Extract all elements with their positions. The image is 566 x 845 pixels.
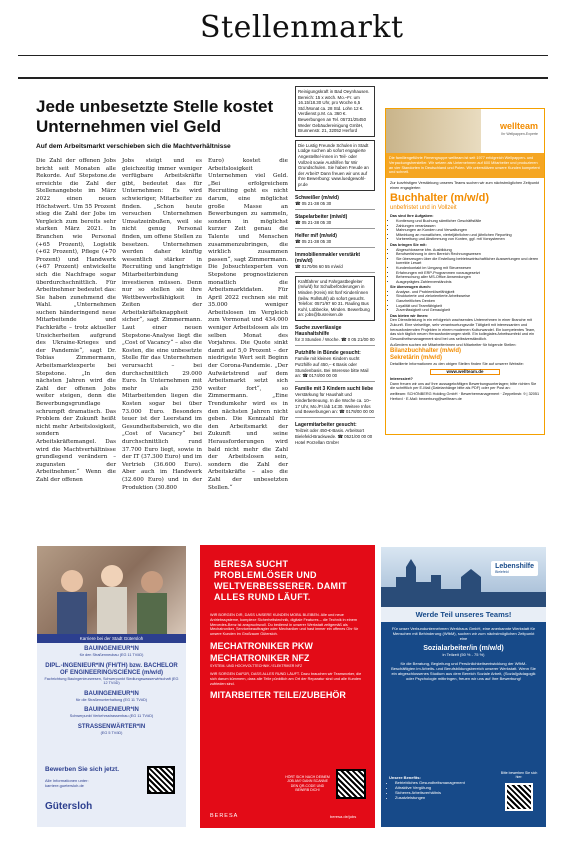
page-title: Stellenmarkt	[200, 10, 404, 45]
wellteam-address: wellteam: SCHÖNBERG Holding GmbH · Bewerbermanagement · Zeppelinstr. 9 | 32051 Herford · E-Mail: bewerbung@wellteam.de	[390, 391, 540, 401]
wellteam-tasks-heading: Das sind Ihre Aufgaben:	[390, 214, 434, 219]
guetersloh-logo	[45, 801, 92, 812]
wellteam-intro: Die familiengeführte Firmengruppe wellteam ist seit 1977 erfolgreich Wellpappen- und Verpackungshersteller. Wir setzen als Unternehmen auf 600 Mitarbeiter und produzieren an vier Standorten in Deutschland und Polen. Wir unterstützen unsere Kunden kompetent und schnell.	[386, 153, 544, 178]
guetersloh-info[interactable]: Alle Informationen unter: karriere.guetersloh.de	[45, 778, 89, 788]
classified-title: Helfer m/f (m/w/d)	[295, 232, 337, 239]
wellteam-more-heading: Das bieten wir Ihnen:	[390, 313, 429, 318]
lebenshilfe-ad	[381, 547, 546, 827]
classified-title: Suche zuverlässige Haushaltshilfe	[295, 325, 342, 337]
wellteam-bring-heading: Das bringen Sie mit:	[390, 242, 427, 247]
guetersloh-job-sub: für die Straßenunterhaltung (EG 11 TVöD)	[76, 697, 147, 702]
lebenshilfe-logo-sub: Bielefeld	[495, 570, 509, 574]
beresa-job-2-sub: SYSTEM- UND HOCHVOLTTECHNIK / ELEKTRIKER NFZ	[210, 663, 303, 668]
classified-ad	[295, 324, 375, 346]
classified-text: Die Lustig Freunde Schulen in Stadt Lüdge suchen ab sofort engagierte Angestellte/-innen in Teil- oder Vollzeit sowie Aushilfen für Wir Grundschulen. Sie haben Freude an der Arbeit? Dann freuen wir uns auf Ihre Bewerbung: www.luedgewohl-pr.de	[298, 142, 369, 187]
guetersloh-job-title: BAUINGENIEUR*IN	[84, 707, 139, 714]
guetersloh-job	[43, 646, 180, 658]
wellteam-lead: Zur kurzfristigen Verstärkung unseres Teams suchen wir zum nächstmöglichen Zeitpunkt einen engagierten	[390, 181, 539, 190]
wellteam-logo: wellteam	[499, 121, 538, 131]
beresa-headline: BERESA SUCHT PROBLEMLÖSER UND WELTVERBESSERER. DAMIT ALLES RUND LÄUFT.	[214, 559, 347, 602]
list-item: • Zahlungen veranlassen	[396, 224, 540, 229]
wellteam-offer-list	[390, 290, 540, 313]
classified-title: Putzhilfe in Bünde gesucht:	[295, 349, 361, 356]
wellteam-tasks-list	[390, 219, 540, 242]
guetersloh-job-sub: (EG 5 TVöD)	[100, 730, 123, 735]
classified-ad	[295, 276, 375, 321]
lebenshilfe-headline: Werde Teil unseres Teams!	[381, 607, 546, 622]
list-item: • Kundenkontakt im Umgang mit Steuerwesen	[396, 266, 540, 271]
guetersloh-job-sub: Fachrichtung Bauingenieurwesen, Schwerpunkt Siedlungswasserwirtschaft (EG 12 TVöD)	[44, 676, 179, 686]
wellteam-job-title: Buchhalter (m/w/d)	[390, 192, 490, 205]
list-item: • Abgeschlossene kfm. Ausbildung	[396, 248, 540, 253]
list-item: • Sicheres Arbeitsverhältnis	[395, 790, 489, 795]
article-subline: Auf dem Arbeitsmarkt verschieben sich die Machtverhältnisse	[36, 143, 231, 150]
classified-text: ☎ 0170/06 60 55 m/w/d	[295, 264, 343, 270]
list-item: • Zuverlässigkeit und Genauigkeit	[396, 308, 540, 313]
beresa-job-1: MECHATRONIKER PKW	[210, 640, 313, 651]
guetersloh-job-title: STRASSENWÄRTER*IN	[77, 723, 146, 730]
classified-text: Familie mit kleinen Kindern sucht Putzhilfe auf 450,– € Basis oder Stundenbasis. Bei Interesse bitte Mail an: ☎ 0174/00 00 00	[295, 356, 369, 379]
list-item: • Vorbereitung und Abstimmung von Konten, ggf. mit Vorsystemen	[396, 237, 540, 242]
list-item: • Attraktive Vergütung	[395, 785, 489, 790]
list-item: • Analyse- und Problemlösefähigkeit	[396, 290, 540, 295]
divider	[18, 55, 548, 56]
lebenshilfe-benefits-list	[389, 780, 489, 800]
qr-code-icon[interactable]	[336, 769, 366, 799]
beresa-job-3: MITARBEITER TEILE/ZUBEHÖR	[210, 690, 346, 701]
team-photo	[37, 546, 186, 634]
guetersloh-job	[43, 724, 180, 736]
list-item: • Mitwirkung an monatlichen, vierteljährlichen und jährlichen Reporting	[396, 233, 540, 238]
lebenshilfe-benefits-heading: Unsere Benefits:	[389, 775, 421, 780]
beresa-logo: BERESA	[210, 813, 239, 819]
city-skyline-image	[381, 547, 546, 607]
classified-title: Familie mit 3 Kindern sucht liebe	[295, 385, 374, 392]
wellteam-header	[386, 109, 544, 153]
guetersloh-ad	[37, 546, 186, 827]
wellteam-also-text: Außerdem suchen wir Mitarbeiterinnen und Mitarbeiter für folgende Stellen:	[390, 343, 517, 348]
lebenshilfe-logo-text: Lebenshilfe	[495, 563, 534, 570]
wellteam-contact-text: Dann freuen wir uns auf Ihre aussagekräftigen Bewerbungsunterlagen; bitte richten Sie die schriftlich per E-Mail (Dateianhänge bitte als PDF) oder per Post an:	[390, 381, 537, 391]
beresa-job-2: MECHATRONIKER NFZ	[210, 652, 310, 663]
lebenshilfe-job-sub: in Teilzeit (50 % - 75 %)	[442, 652, 485, 657]
guetersloh-job	[43, 691, 180, 703]
classified-ad	[295, 349, 375, 382]
article-column-3: Euro) kostet die Arbeitslosigkeit Unternehmen viel Geld. „Bei erfolgreichem Recruiting geht es nicht darum, eine möglichst große Masse an Bewerbungen zu sammeln, sondern in möglichst kurzer Zeit genau die Talente und Menschen zusammenzubringen, die wirklich zusammen passen“, sagt Zimmermann. Die Jobsuchtexperten von Stepstone prognostizieren monatlich die Arbeitsmarktdaten. Für April 2022 rechnen sie mit 35.000 weniger Arbeitslosen im Vergleich zum Vormonat und 434.000 weniger Arbeitslosen als im selben Monat des Vorjahres. Die Quote sinkt damit auf 5,0 Prozent – der niedrigste Wert seit Beginn der Corona-Pandemie. „Der Aufwärtstrend auf dem Arbeitsmarkt setzt sich weiter fort“, so Zimmermann. „Eine Trendumkehr wird es in den nächsten Jahren nicht geben. Die Kennzahl für den Arbeitsmarkt der Zukunft und seine Herausforderungen wird bald nicht mehr die Zahl der Arbeitslosen sein, sondern die Zahl der Arbeitskräfte – also die Zahl der unbesetzten Stellen.“	[208, 158, 288, 491]
classified-text: ☎ 05 21-38 05 30	[295, 239, 332, 245]
list-item: • Ganzheitliches Denken	[396, 299, 540, 304]
classified-ad	[295, 385, 375, 418]
guetersloh-banner: Karriere bei der Stadt Gütersloh	[37, 634, 186, 643]
beresa-paragraph-2: WIR SORGEN DAFÜR, DASS ALLES RUND LÄUFT. Dazu brauchen wir Teamworker, die sich darum kümmern, dass alle Teile pünktlich am Ort der Reparatur sind und alle Kunden zufrieden sind.	[210, 671, 362, 686]
article-column-1: Die Zahl der offenen Jobs bricht seit Monaten alle Rekorde. Auf Stepstone.de erreichte die Zahl der Stellenangebote im März 2022 einen neuen Höchstwert. Um 55 Prozent stieg die Zahl der Jobs im Vergleich zum bereits sehr starken März 2021. In Branchen wie Personal (+65 Prozent), Logistik (+62 Prozent), Pflege (+70 Prozent) und Handwerk (+67 Prozent) entwickelte sich die Nachfrage sogar überdurchschnittlich. Für Arbeitnehmer bedeutet das: Sie haben zunehmend die Wahl. „Unternehmen suchen händeringend neue Mitarbeitende und Fachkräfte – trotz aktueller Unsicherheiten aufgrund des Ukraine-Krieges und der Pandemie“, sagt Dr. Tobias Zimmermann, Arbeitsmarktexperte bei Stepstone. „In den nächsten Jahren wird die Zahl der offenen Jobs weiter steigen, denn die Bewerbungsgrundlage schrumpft dramatisch. Das Problem der Zukunft heißt nicht mehr Arbeitslosigkeit, sondern Arbeitskräftemangel. Das wird die Machtverhältnisse grundlegend verändern – zugunsten der Arbeitnehmer.“ Wenn die Zahl der offenen	[36, 158, 116, 483]
guetersloh-job-title: BAUINGENIEUR*IN	[84, 646, 139, 652]
list-item: • Strukturierte und zielorientierte Arbeitsweise	[396, 294, 540, 299]
wellteam-bring-list	[390, 248, 540, 285]
lebenshilfe-benefits	[389, 775, 489, 800]
guetersloh-job	[43, 663, 180, 686]
classified-ad	[295, 213, 375, 229]
list-item: • Sie überzeugen über die Erstellung betriebswirtschaftlicher Auswertungen und deren korrekte Lesart	[396, 257, 540, 266]
classified-text: ☎ 05 21-38 05 30	[295, 201, 332, 207]
wellteam-job-subtitle: unbefristet und in Vollzeit	[390, 205, 457, 212]
classified-text: Kraftfahrer und Fahrgastbegleiter (m/w/d) für Schulbeförderungen in Minden (Kreis) mit fünf Kinder/innen (teilw. Rollstuhl) ab sofort gesucht. Telefon: 0571/97 60 31. Rauling Bus Kuhl, Lübbecke, Minden. Bewerbung an: jobs@busreisen.de	[298, 278, 370, 318]
list-item: • Betriebliches Gesundheitsmanagement	[395, 780, 489, 785]
classified-title: Stapelarbeiter (m/w/d)	[295, 213, 348, 220]
list-item: • Kontierung und Buchung sämtlicher Geschäftsfälle	[396, 219, 540, 224]
classified-title: Lagermitarbeiter gesucht:	[295, 421, 357, 428]
wellteam-details: Detaillierte Informationen zu den obigen Stellen finden Sie auf unserer Website:	[390, 362, 524, 366]
lebenshilfe-job-title: Sozialarbeiter/in (m/w/d)	[423, 645, 504, 652]
beresa-ad	[200, 545, 375, 828]
beresa-paragraph-1: WIR BORGEN DIR, DASS UNSERE KUNDEN MOBIL BLEIBEN. Alle und neue Antriebssysteme, komplexe Sicherheitstechnik, digitale Features – die Technik in einem Mercedes-Benz ist anspruchsvoll. Du bedienst in unserer Werkstatt zeitgemäß als Mechatroniker, Servicebeauftragter oder Mechaniker und hast immer ein offenes Ohr für unsere Kunden im Großraum Gütersloh.	[210, 613, 359, 637]
wellteam-url-link[interactable]: www.wellteam.de	[430, 369, 500, 376]
wellteam-offer-heading: Sie überzeugen durch:	[390, 285, 431, 290]
classified-title: Schweißer (m/w/d)	[295, 194, 339, 201]
list-item: • Erfahrungen mit ERP-Programmen vorausgesetzt	[396, 271, 540, 276]
divider	[18, 77, 548, 79]
qr-code-icon[interactable]	[505, 783, 533, 811]
classified-title: Immobilienmakler verstärkt (m/w/d)	[295, 252, 361, 264]
classified-ad	[295, 232, 375, 248]
list-item: • Ausgeprägtes Zahlenverständnis	[396, 280, 540, 285]
classified-ad	[295, 140, 375, 191]
list-item: • Zusatzleistungen	[395, 795, 489, 800]
article-headline: Jede unbesetzte Stelle kostet Unternehmen viel Geld	[36, 97, 274, 136]
classified-text: für 3 Stunden / Woche. ☎ 0 05 21/00 00	[295, 337, 375, 343]
classified-ad	[295, 251, 375, 273]
classified-ad	[295, 194, 375, 210]
classified-text: Verstärkung für Haushalt und Kinderbetreuung. In die Woche ca. 10–17 Uhr, Mo./Fr./ab 14:30. Weitere Infos und Bewerbungen an: ☎ 0178/00 00 00	[295, 392, 374, 415]
lebenshilfe-logo	[491, 561, 538, 576]
classified-ad	[295, 86, 375, 137]
lebenshilfe-intro: Für unser Verbundunternehmen Werkhaus GmbH, eine anerkannte Werkstatt für Menschen mit Behinderung (WfbM), suchen wir zum nächstmöglichen Zeitpunkt eine	[391, 626, 536, 641]
guetersloh-job-sub: Schwerpunkt Verkehrsstrassenbau (EG 11 TVöD)	[69, 714, 154, 719]
wellteam-ad	[385, 108, 545, 435]
list-item: • Loyalität und Teamfähigkeit	[396, 304, 540, 309]
guetersloh-job-list	[37, 643, 186, 744]
lebenshilfe-text: für die Beratung, Begleitung und Persönlichkeitsentwicklung der WfbM-Beschäftigten im Arbeits- und Berufsbildungsbereich unserer Werkstatt. Wenn Sie ein abgeschlossenes Studium aus dem Bereich Soziale Arbeit, (Sozial)pädagogik oder Psychologie mitbringen, freuen wir uns auf Ihre Bewerbung!	[391, 661, 536, 681]
classified-text: Reinigungskraft in Bad Oeynhausen. Bereich: 15 x wöch. Mo.–Fr. um 16.15/18.30 Uhr, pro Woche 6,5 Std./Monat ca. 28 Std. Lohn 12 €. Verdienst p.M. ca. 360 €. Bewerbungen an Tel. 05731/25450 Weder Gebäudereinigung GmbH, Brunnenstr. 21, 32052 Herford	[298, 89, 370, 134]
guetersloh-job-sub: für den Straßenneubau (EG 11 TVöD)	[79, 653, 144, 657]
team-photo-figures	[37, 546, 186, 634]
wellteam-also-job-1: Bilanzbuchhalter (m/w/d)	[390, 348, 462, 354]
wellteam-logo-sub: Ihr Wellpappen-Experte	[501, 132, 538, 136]
qr-code-icon[interactable]	[147, 766, 175, 794]
beresa-cta: HÖRT SICH NACH DEINEM JOB AN? DANN SCANNE DEN QR-CODE UND BEWIRB DICH!	[285, 775, 330, 793]
article-column-2: Jobs steigt und es gleichzeitig immer weniger verfügbare Arbeitskräfte gibt, bedeutet das für Unternehmen: Es wird schwieriger, Mitarbeiter zu finden. „Schon heute versuchen Unternehmen Umsatzeinbußen, weil sie nicht genug Personal finden, um offene Stellen zu besetzen. Unternehmen werden daher künftig wesentlich stärker in Recruiting und langfristige Mitarbeiterbindung investieren müssen. Denn nur so stellen sie ihre Wettbewerbsfähigkeit in Zeiten der Arbeitskräfteknappheit sicher“, sagt Zimmermann. Laut einer neuen Stepstone-Analyse liegt die „Cost of Vacancy“ – also die Kosten, die eine unbesetzte Stelle für das Unternehmen verursacht – bei durchschnittlich 29.000 Euro. In Unternehmen mit mehr als 250 Mitarbeitenden liegen die Kosten sogar bei über 73.000 Euro. Besonders teuer ist der Leerstand im Gesundheitsbereich, wo die „Cost of Vacancy“ bei durchschnittlich rund 37.700 Euro liegt, sowie in der IT (37.300 Euro) und im Vertrieb (36.600 Euro). Aber auch im Handwerk (32.600 Euro) und in der Produktion (30.800	[122, 158, 202, 491]
skyline-icon	[381, 547, 546, 607]
beresa-url[interactable]: beresa.de/jobs	[330, 814, 357, 819]
wellteam-also-job-2: Sekretärin (m/w/d)	[390, 355, 443, 361]
guetersloh-job-title: DIPL.-INGENIEUR*IN (FH/TH) bzw. BACHELOR OF ENGINEERING/SCIENCE (m/w/d)	[45, 662, 178, 676]
classified-text: Teilzeit oder 450-€-Basis. Arbeitsort Bielefeld-Brackwede. ☎ 0521/00 00 00 Hotel Porzellan GmbH	[295, 428, 373, 445]
guetersloh-job-title: BAUINGENIEUR*IN	[84, 690, 139, 697]
list-item: • Berufserfahrung in dem Bereich Rechnungswesen	[396, 252, 540, 257]
classified-text: ☎ 05 21-38 05 30	[295, 220, 332, 226]
guetersloh-logo-text: Gütersloh	[45, 801, 93, 812]
guetersloh-cta: Bewerben Sie sich jetzt.	[45, 766, 120, 773]
lebenshilfe-apply: Bitte bewerben Sie sich hier:	[500, 771, 538, 779]
list-item: • Mahnungen an Kunden und Verwaltungen	[396, 228, 540, 233]
list-item: • Beherrschung aller MS-Office Anwendungen	[396, 275, 540, 280]
classified-ad	[295, 421, 375, 447]
wellteam-more-text: Den Dienstleistung in ein erfolgreich wachsendes Unternehmen in einer Branche mit Zukunft. Eine vielseitige, sehr verantwortungsvolle Tätigkeit mit interessanten und herausfordernden Projekten in einem modernen Kulturwandel. Ein kompetentes Team, das sich täglich neuen Herausforderungen stellt. Ein kollegiales Arbeitsumfeld und ein Gesundheitsmanagement sind bei uns selbstverständlich.	[390, 318, 536, 341]
classified-ads	[295, 86, 375, 526]
guetersloh-job	[43, 707, 180, 719]
wellteam-contact-heading: Interessiert?	[390, 377, 413, 382]
